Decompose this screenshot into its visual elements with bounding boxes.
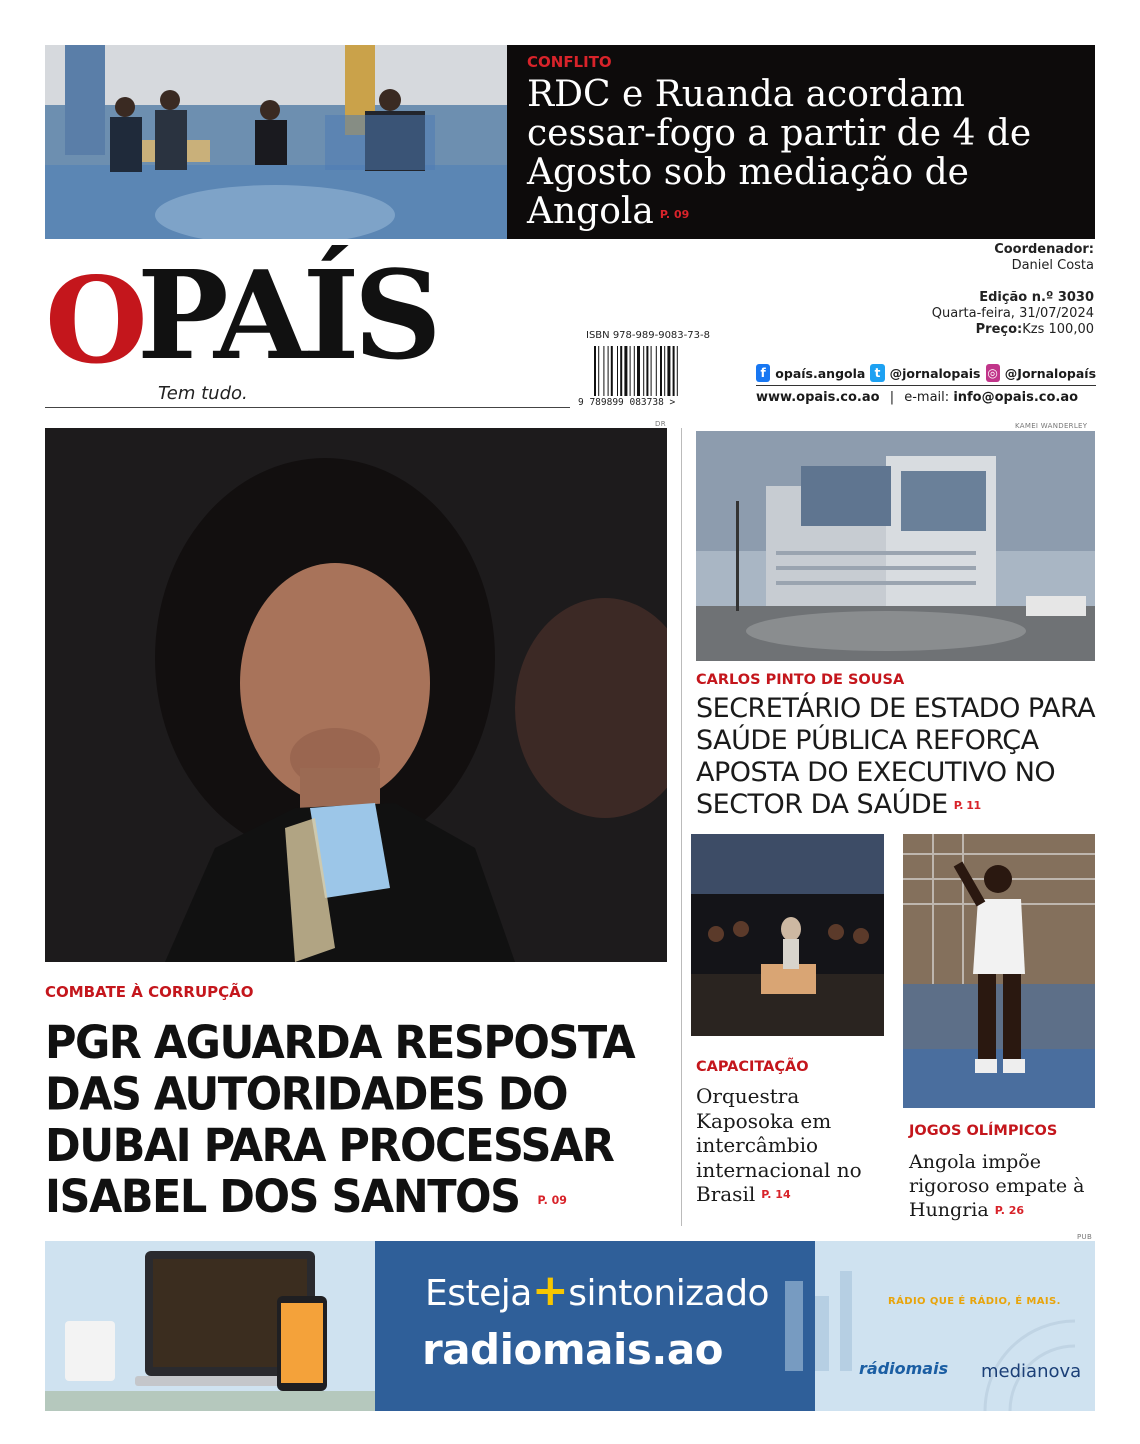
instagram-link[interactable]: @Jornalopaís (1004, 365, 1097, 381)
social-divider (756, 385, 1096, 386)
top-story-headline-text: RDC e Ruanda acordam cessar-fogo a partir de 4 de Agosto sob mediação de Angola (527, 74, 1032, 232)
coordinator-name: Daniel Costa (1011, 258, 1094, 273)
barcode-icon (592, 346, 718, 396)
logo-o: O (45, 251, 144, 390)
masthead-divider (45, 407, 570, 408)
edition-price (932, 322, 1094, 338)
ad-url[interactable]: radiomais.ao (422, 1325, 724, 1374)
sport-story-page-ref: P. 26 (994, 1204, 1025, 1217)
health-story-headline-text: SECRETÁRIO DE ESTADO PARA SAÚDE PÚBLICA REFORÇA APOSTA DO EXECUTIVO NO SECTOR DA SAÚDE (696, 693, 1096, 820)
music-story-page-ref: P. 14 (761, 1188, 791, 1202)
health-story-kicker: CARLOS PINTO DE SOUSA (696, 672, 905, 688)
ad-slogan-right: sintonizado (568, 1273, 770, 1314)
column-divider (681, 428, 682, 1226)
website-link[interactable]: www.opais.co.ao (756, 390, 880, 405)
main-story-headline-text: PGR AGUARDA RESPOSTA DAS AUTORIDADES DO DUBAI PARA PROCESSAR ISABEL DOS SANTOS (45, 1016, 635, 1224)
email-link[interactable]: info@opais.co.ao (953, 390, 1079, 405)
facebook-icon: f (756, 364, 770, 382)
orchestra-photo[interactable] (691, 834, 884, 1036)
medianova-logo: medianova (981, 1361, 1082, 1382)
main-story-page-ref: P. 09 (537, 1193, 567, 1207)
top-story-kicker: CONFLITO (527, 53, 612, 71)
coordinator-label: Coordenador: (994, 242, 1094, 257)
twitter-icon: t (870, 364, 884, 382)
edition-block (932, 290, 1094, 338)
barcode-number: 9 789899 083738 > (578, 397, 676, 408)
plus-icon: + (531, 1265, 569, 1316)
hospital-photo[interactable] (696, 431, 1095, 661)
instagram-icon: ◎ (987, 366, 998, 380)
contact-separator: | (889, 390, 895, 405)
sport-story-kicker: JOGOS OLÍMPICOS (909, 1123, 1058, 1139)
health-story-page-ref: P. 11 (953, 798, 981, 812)
email-label: e-mail: (904, 390, 950, 405)
hospital-photo-credit: KAMEI WANDERLEY (1015, 422, 1088, 430)
social-links (756, 364, 1096, 382)
music-story-headline[interactable] (696, 1084, 896, 1208)
logo-pais: PAÍS (137, 243, 436, 387)
coordinator-block (994, 242, 1094, 274)
isbn: ISBN 978-989-9083-73-8 (586, 330, 710, 341)
top-story-photo (45, 45, 507, 239)
price-value: Kzs 100,00 (1022, 322, 1094, 337)
sport-story-headline-text: Angola impõe rigoroso empate à Hungria (909, 1151, 1085, 1221)
ad-tagline: RÁDIO QUE É RÁDIO, É MAIS. (888, 1296, 1061, 1307)
top-story-page-ref: P. 09 (659, 207, 690, 221)
main-story-headline[interactable] (45, 1018, 685, 1226)
edition-date: Quarta-feira, 31/07/2024 (931, 306, 1094, 321)
ad-slogan-left: Esteja (425, 1273, 532, 1314)
music-story-headline-text: Orquestra Kaposoka em intercâmbio internacional no Brasil (696, 1084, 862, 1206)
radiomais-advertisement[interactable] (45, 1241, 1095, 1411)
masthead-tagline: Tem tudo. (158, 383, 248, 404)
top-story-headline[interactable] (527, 75, 1087, 234)
radiomais-logo: rádiomais (859, 1359, 949, 1378)
twitter-link[interactable]: @jornalopais (889, 365, 981, 381)
sport-story-headline[interactable] (909, 1150, 1099, 1223)
main-story-kicker: COMBATE À CORRUPÇÃO (45, 983, 254, 1001)
ad-credit: PUB (1077, 1233, 1093, 1241)
handball-photo[interactable] (903, 834, 1095, 1108)
facebook-link[interactable]: opaís.angola (775, 365, 866, 381)
ad-slogan (425, 1265, 770, 1316)
main-story-photo[interactable] (45, 428, 667, 962)
contact-line (756, 390, 1096, 405)
edition-number: Edição n.º 3030 (979, 290, 1094, 305)
top-story-banner (507, 45, 1095, 239)
price-label: Preço: (975, 322, 1023, 337)
health-story-headline[interactable] (696, 693, 1106, 822)
main-photo-credit: DR (655, 420, 666, 428)
music-story-kicker: CAPACITAÇÃO (696, 1059, 809, 1075)
